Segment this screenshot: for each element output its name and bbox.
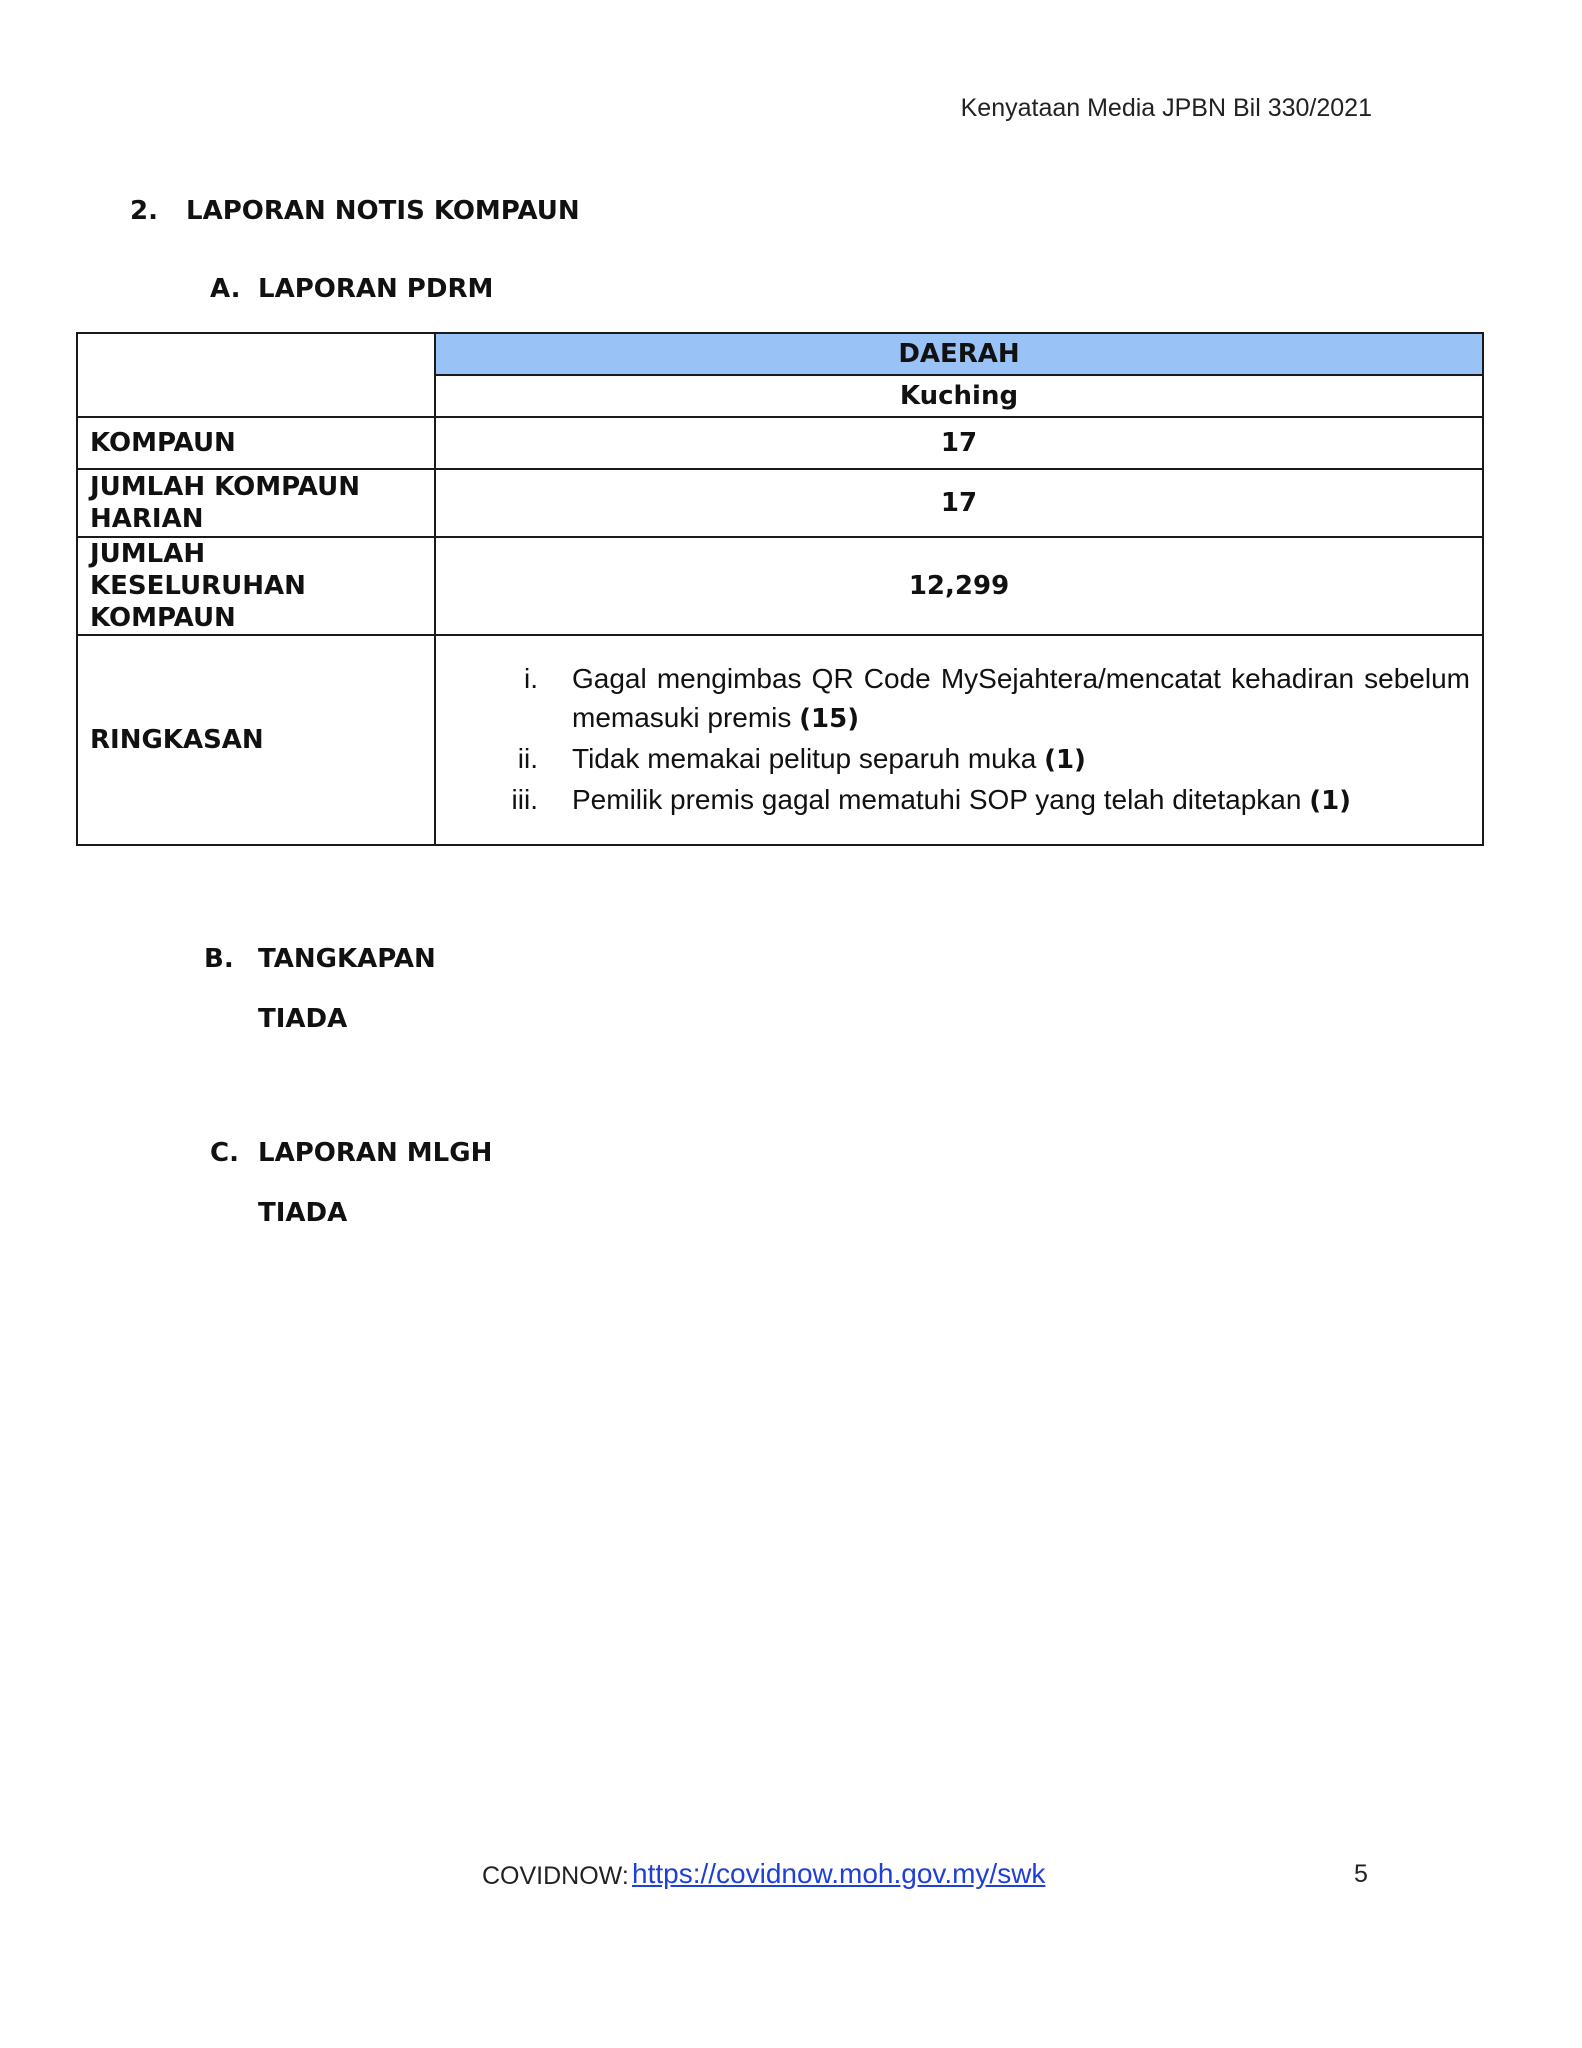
list-item — [448, 659, 1470, 739]
summary-list — [448, 659, 1470, 821]
table-row — [77, 537, 1483, 635]
table-row — [77, 635, 1483, 845]
table-row — [77, 417, 1483, 469]
summary-item-count: (15) — [799, 704, 860, 734]
list-item — [448, 780, 1470, 821]
section-number: 2. — [130, 196, 158, 226]
section-title: LAPORAN NOTIS KOMPAUN — [186, 196, 580, 226]
row-label-jumlah-kompaun-harian: JUMLAH KOMPAUN HARIAN — [77, 469, 435, 537]
list-item — [448, 739, 1470, 780]
summary-item-number: i. — [524, 663, 538, 694]
page-number: 5 — [1354, 1860, 1368, 1888]
row-label-ringkasan: RINGKASAN — [77, 635, 435, 845]
row-label-jumlah-keseluruhan-kompaun: JUMLAH KESELURUHAN KOMPAUN — [77, 537, 435, 635]
summary-item-count: (1) — [1044, 745, 1086, 775]
subsection-b-title: TANGKAPAN — [258, 944, 436, 974]
summary-cell — [435, 635, 1483, 845]
row-value-kompaun: 17 — [435, 417, 1483, 469]
subsection-a-letter: A. — [210, 274, 241, 304]
summary-item-text: Tidak memakai pelitup separuh muka — [572, 743, 1037, 774]
footer-label: COVIDNOW: — [482, 1862, 629, 1890]
row-label-kompaun: KOMPAUN — [77, 417, 435, 469]
subsection-c-title: LAPORAN MLGH — [258, 1138, 493, 1168]
summary-item-number: iii. — [511, 784, 538, 815]
subsection-b-status: TIADA — [258, 1004, 348, 1034]
summary-item-count: (1) — [1309, 786, 1352, 816]
summary-item-text: Pemilik premis gagal mematuhi SOP yang telah ditetapkan — [572, 784, 1302, 815]
subsection-a-title: LAPORAN PDRM — [258, 274, 494, 304]
subsection-c-status: TIADA — [258, 1198, 348, 1228]
table-row — [77, 469, 1483, 537]
document-reference: Kenyataan Media JPBN Bil 330/2021 — [960, 94, 1372, 122]
summary-item-number: ii. — [517, 743, 538, 774]
table-header-district: Kuching — [435, 375, 1483, 417]
subsection-c-letter: C. — [210, 1138, 239, 1168]
row-value-jumlah-kompaun-harian: 17 — [435, 469, 1483, 537]
summary-item-text: Gagal mengimbas QR Code MySejahtera/mencatat kehadiran sebelum memasuki premis — [572, 663, 1470, 733]
subsection-b-letter: B. — [204, 944, 234, 974]
table-corner-cell — [77, 333, 435, 417]
compound-report-table — [76, 332, 1484, 846]
table-header-daerah: DAERAH — [435, 333, 1483, 375]
row-value-jumlah-keseluruhan-kompaun: 12,299 — [435, 537, 1483, 635]
covidnow-link[interactable]: https://covidnow.moh.gov.my/swk — [632, 1858, 1046, 1889]
